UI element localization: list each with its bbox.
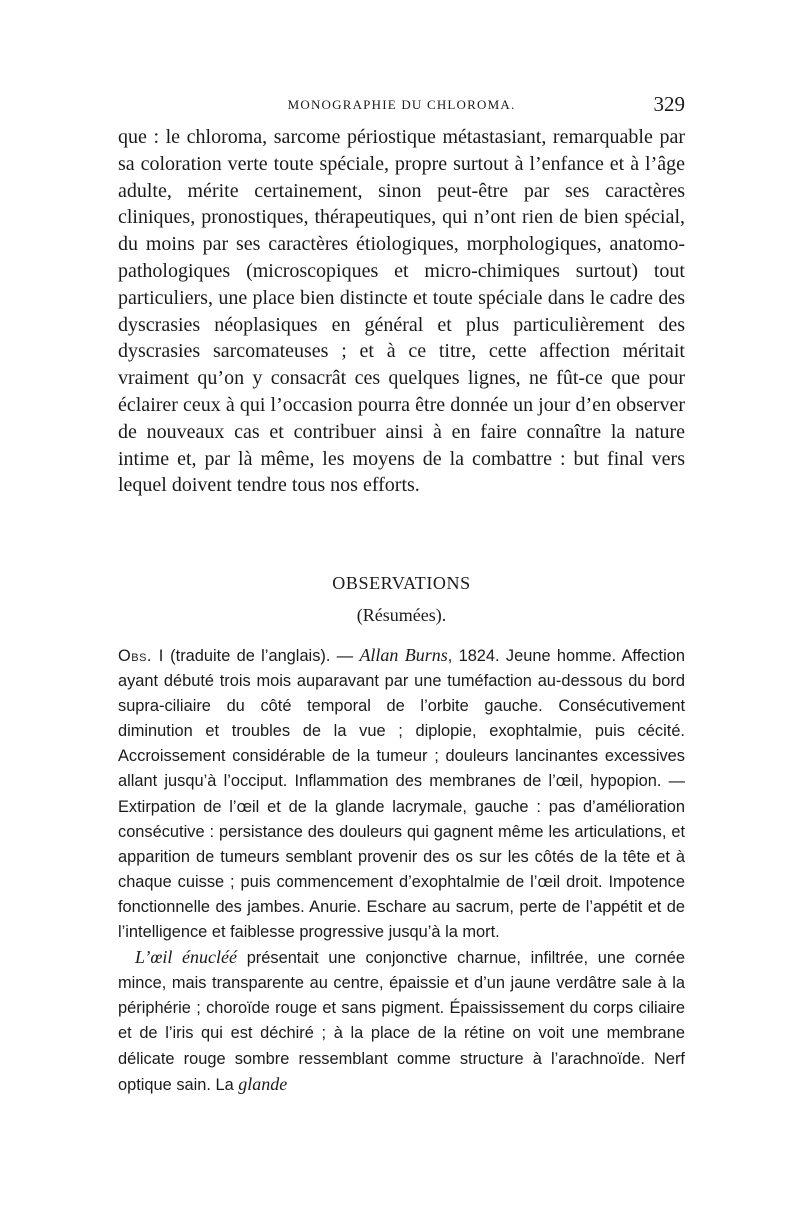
section-subtitle: (Résumées). [356,605,447,625]
intro-text-block [118,124,685,499]
observation-paragraph-2-text: présentait une conjonctive charnue, infiltrée, une cornée mince, mais transparente au centre, épaissie et d’un jaune verdâtre sale à la périphérie ; choroïde rouge et sans pigment. Épaississement du corps ciliaire et de l’iris qui est déchiré ; à la place de la rétine on voit une membrane délicate rouge sombre ressemblant comme structure à l’arachnoïde. Nerf optique sain. La [118,949,685,1094]
section-title: OBSERVATIONS [332,573,471,593]
observation-paragraph-2 [118,945,685,1098]
observation-label: Obs. I [118,647,164,665]
intro-paragraph: que : le chloroma, sarcome périostique métastasiant, remarquable par sa coloration verte toute spéciale, propre surtout à l’enfance et à l’âge adulte, mérite certainement, sinon peut-être par ses caractères cliniques, pronostiques, thérapeutiques, qui n’ont rien de bien spécial, du moins par ses caractères étiologiques, morphologiques, anatomo-pathologiques (microscopiques et micro-chimiques surtout) tout particuliers, une place bien distincte et toute spéciale dans le cadre des dyscrasies néoplasiques en général et plus particulièrement des dyscrasies sarcomateuses ; et à ce titre, cette affection méritait vraiment qu’on y consacrât ces quelques lignes, ne fût-ce que pour éclairer ceux à qui l’occasion pourra être donnée un jour d’en observer de nouveaux cas et contribuer ainsi à en faire connaître la nature intime et, par là même, les moyens de la combattre : but final vers lequel doivent tendre tous nos efforts. [118,126,685,497]
observation-paragraph-1 [118,643,685,945]
observation-source: (traduite de l’anglais). — [163,647,360,665]
running-head [118,92,685,118]
observation-block [118,643,685,1098]
observation-summary: , 1824. Jeune homme. Affection ayant débuté trois mois auparavant par une tuméfaction au-dessous du bord supra-ciliaire du côté temporal de l’orbite gauche. Consécutivement diminution et troubles de la vue ; diplopie, exophtalmie, puis cécité. Accroissement considérable de la tumeur ; douleurs lancinantes excessives allant jusqu’à l’occiput. Inflammation des membranes de l’œil, hypopion. — Extirpation de l’œil et de la glande lacrymale, gauche : pas d’amélioration consécutive : persistance des douleurs qui gagnent même les articulations, et apparition de tumeurs semblant provenir des os sur les côtés de la tête et à chaque cuisse ; puis commencement d’exophtalmie de l’œil droit. Impotence fonctionnelle des jambes. Anurie. Eschare au sacrum, perte de l’appétit et de l’intelligence et faiblesse progressive jusqu’à la mort. [118,647,685,942]
observation-author: Allan Burns [359,645,448,665]
page-number: 329 [653,92,685,116]
observation-italic-glande: glande [238,1073,288,1094]
running-title: MONOGRAPHIE DU CHLOROMA. [287,97,516,112]
observation-italic-eye: L’œil énucléé [135,947,237,968]
